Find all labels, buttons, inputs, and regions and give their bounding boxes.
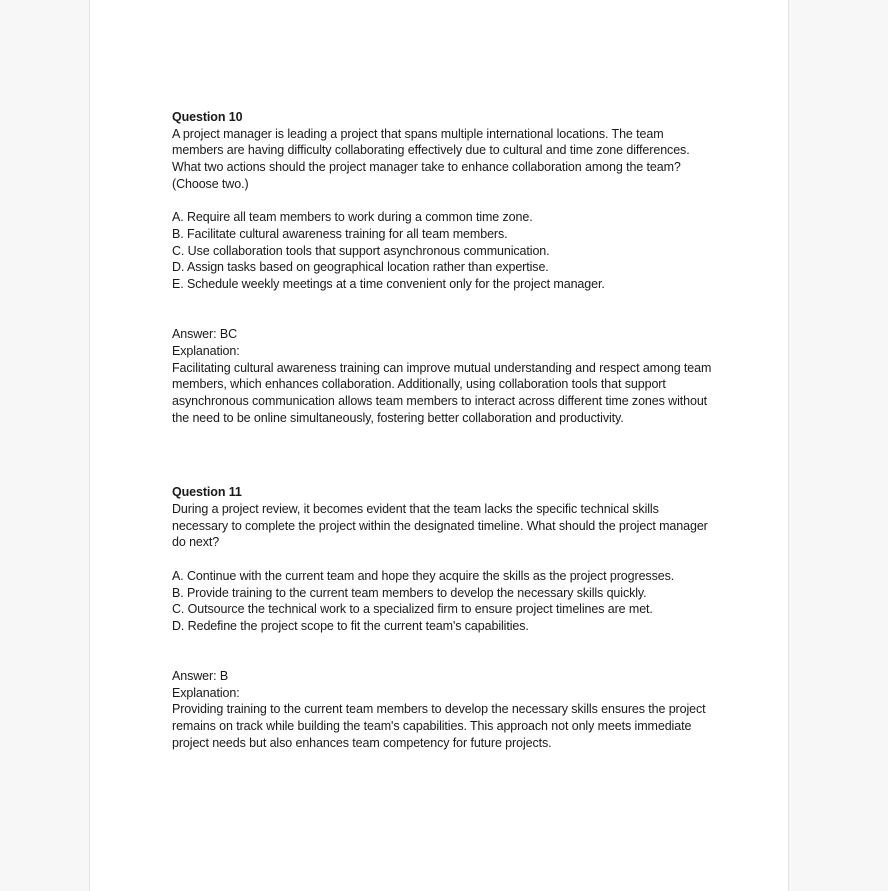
option-d: D. Assign tasks based on geographical location rather than expertise.: [172, 260, 549, 275]
option-b: B. Provide training to the current team members to develop the necessary skills quickly.: [172, 585, 647, 600]
option-d: D. Redefine the project scope to fit the current team's capabilities.: [172, 618, 529, 633]
option-a: A. Require all team members to work during a common time zone.: [172, 210, 533, 225]
explanation-text: Providing training to the current team members to develop the necessary skills ensures the project remains on track while building the team's capabilities. This approach not only meets immediate project needs but also enhances team competency for future projects.: [172, 702, 706, 750]
question-title: Question 11: [172, 485, 242, 500]
answer-line: Answer: BC: [172, 327, 237, 342]
page-content: [172, 109, 717, 752]
document-page: [89, 0, 789, 891]
question-stem: A project manager is leading a project that spans multiple international locations. The team members are having difficulty collaborating effectively due to cultural and time zone differences. What two actions should the project manager take to enhance collaboration among the team? (Choose two.): [172, 126, 690, 191]
option-e: E. Schedule weekly meetings at a time convenient only for the project manager.: [172, 277, 605, 292]
answer-line: Answer: B: [172, 669, 229, 684]
option-c: C. Outsource the technical work to a specialized firm to ensure project timelines are met.: [172, 602, 653, 617]
option-a: A. Continue with the current team and hope they acquire the skills as the project progresses.: [172, 568, 675, 583]
question-title: Question 10: [172, 110, 243, 124]
option-b: B. Facilitate cultural awareness training for all team members.: [172, 226, 508, 241]
explanation-label: Explanation:: [172, 685, 240, 700]
option-c: C. Use collaboration tools that support asynchronous communication.: [172, 243, 550, 258]
explanation-text: Facilitating cultural awareness training can improve mutual understanding and respect among team members, which enhances collaboration. Additionally, using collaboration tools that support asynchronous communication allows team members to interact across different time zones without the need to be online simultaneously, fostering better collaboration and productivity.: [172, 360, 712, 425]
question-stem: During a project review, it becomes evident that the team lacks the specific technical skills necessary to complete the project within the designated timeline. What should the project manager do next?: [172, 502, 708, 550]
explanation-label: Explanation:: [172, 343, 240, 358]
